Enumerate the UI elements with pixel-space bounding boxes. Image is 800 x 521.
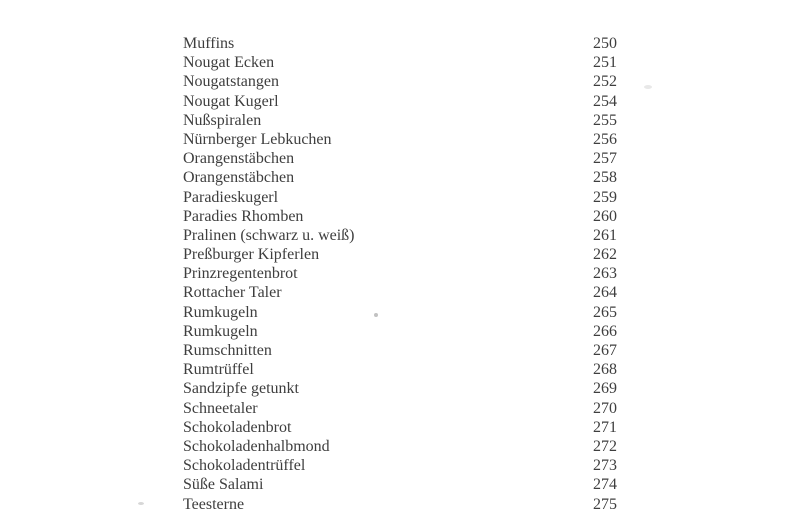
index-entry — [183, 111, 645, 130]
index-entry — [183, 418, 645, 437]
recipe-name: Orangenstäbchen — [183, 150, 295, 168]
recipe-name: Nougat Kugerl — [183, 92, 279, 110]
recipe-name: Preßburger Kipferlen — [183, 246, 320, 264]
page-number: 256 — [593, 130, 617, 148]
page-number: 273 — [593, 457, 617, 475]
index-entry — [183, 399, 645, 418]
recipe-name: Nougat Ecken — [183, 54, 275, 72]
recipe-name: Teesterne — [183, 495, 245, 513]
index-entry — [183, 130, 645, 149]
recipe-name: Nürnberger Lebkuchen — [183, 130, 332, 148]
index-entry — [183, 245, 645, 264]
page-number: 263 — [593, 265, 617, 283]
page-number: 262 — [593, 246, 617, 264]
index-entry — [183, 379, 645, 398]
index-entry — [183, 168, 645, 187]
page-number: 266 — [593, 322, 617, 340]
recipe-name: Prinzregentenbrot — [183, 265, 298, 283]
recipe-name: Nougatstangen — [183, 73, 279, 91]
page-number: 269 — [593, 380, 617, 398]
page-number: 264 — [593, 284, 617, 302]
recipe-name: Rumkugeln — [183, 303, 258, 321]
page-number: 260 — [593, 207, 617, 225]
index-entry — [183, 495, 645, 514]
page-number: 270 — [593, 399, 617, 417]
page-number: 261 — [593, 226, 617, 244]
scan-artifact-speck — [374, 313, 378, 317]
recipe-name: Muffins — [183, 35, 235, 52]
index-entry — [183, 456, 645, 475]
recipe-name: Sandzipfe getunkt — [183, 380, 299, 398]
index-entry — [183, 322, 645, 341]
recipe-name: Schneetaler — [183, 399, 258, 417]
index-entry — [183, 437, 645, 456]
recipe-name: Nußspiralen — [183, 111, 262, 129]
page-number: 268 — [593, 361, 617, 379]
page-number: 274 — [593, 476, 617, 494]
page-number: 259 — [593, 188, 617, 206]
recipe-name: Schokoladenbrot — [183, 418, 292, 436]
index-entry — [183, 149, 645, 168]
recipe-name: Paradies Rhomben — [183, 207, 304, 225]
index-entry — [183, 283, 645, 302]
index-entry — [183, 34, 645, 53]
page-number: 251 — [593, 54, 617, 72]
scan-artifact-speck — [644, 85, 652, 89]
index-list — [183, 34, 645, 514]
page-number: 271 — [593, 418, 617, 436]
index-entry — [183, 92, 645, 111]
index-entry — [183, 207, 645, 226]
page-number: 258 — [593, 169, 617, 187]
recipe-name: Süße Salami — [183, 476, 264, 494]
recipe-name: Rottacher Taler — [183, 284, 282, 302]
recipe-name: Orangenstäbchen — [183, 169, 295, 187]
index-entry — [183, 264, 645, 283]
index-entry — [183, 475, 645, 494]
page-number: 267 — [593, 342, 617, 359]
page-number: 272 — [593, 437, 617, 455]
page-number: 257 — [593, 150, 617, 168]
recipe-name: Rumschnitten — [183, 342, 272, 359]
recipe-name: Schokoladenhalbmond — [183, 437, 330, 455]
page-number: 255 — [593, 111, 617, 129]
index-entry — [183, 188, 645, 207]
recipe-name: Paradieskugerl — [183, 188, 279, 206]
page-number: 275 — [593, 495, 617, 513]
scan-artifact-speck — [138, 502, 144, 505]
index-entry — [183, 226, 645, 245]
index-entry — [183, 72, 645, 91]
page-number: 254 — [593, 92, 617, 110]
index-entry — [183, 360, 645, 379]
index-entry — [183, 53, 645, 72]
page-number: 252 — [593, 73, 617, 91]
recipe-name: Schokoladentrüffel — [183, 457, 306, 475]
recipe-name: Rumkugeln — [183, 322, 258, 340]
index-entry — [183, 341, 645, 360]
page-number: 250 — [593, 35, 617, 52]
index-entry — [183, 303, 645, 322]
recipe-name: Pralinen (schwarz u. weiß) — [183, 226, 355, 244]
page-number: 265 — [593, 303, 617, 321]
recipe-name: Rumtrüffel — [183, 361, 254, 379]
